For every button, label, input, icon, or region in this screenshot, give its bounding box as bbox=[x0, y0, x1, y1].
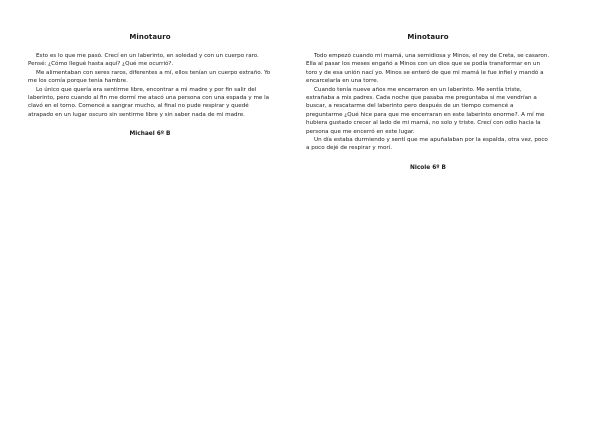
story-title: Minotauro bbox=[129, 33, 171, 41]
story-paragraph: Lo único que quería era sentirme libre, encontrar a mi madre y por fin salir del laberinto, pero cuando al fin me dormí me atacó una persona con una espada y me la clavó en el torno. Comencé a sangrar mucho, al final no pude respirar y quedé atrapado en un lugar oscuro sin sentirme libre y sin saber nada de mi madre. bbox=[28, 86, 270, 118]
story-paragraph: Esto es lo que me pasó. Crecí en un laberinto, en soledad y con un cuerpo raro. Pensé: ¿Cómo llegué hasta aquí? ¿Qué me ocurrió?. bbox=[28, 53, 259, 68]
story-paragraph: Cuando tenía nueve años me encerraron en un laberinto. Me sentía triste, extrañaba a mis padres. Cada noche que pasaba me preguntaba si me vendrían a buscar, a rescatarme del laberinto pero después de un tiempo comencé a preguntarme ¿Qué hice para que me encerraran en este laberinto enorme?. A mí me hubiera gustado crecer al lado de mi mamá, no solo y triste. Crecí con odio hacia la persona que me encerró en este lugar. bbox=[306, 86, 545, 135]
story-body bbox=[28, 52, 272, 119]
story-left bbox=[28, 33, 272, 138]
story-paragraph: Un día estaba durmiendo y sentí que me apuñalaban por la espalda, otra vez, poco a poco dejé de respirar y morí. bbox=[306, 137, 548, 152]
story-title: Minotauro bbox=[407, 33, 449, 41]
story-author: Michael 6º B bbox=[129, 131, 171, 138]
story-right bbox=[306, 33, 550, 172]
story-body bbox=[306, 52, 550, 153]
story-paragraph: Todo empezó cuando mi mamá, una semidiosa y Minos, el rey de Creta, se casaron. Ella al pasar los meses engañó a Minos con un dios que se podía transformar en un toro y de esa unión nací yo. Minos se enteró de que mi mamá le fue infiel y mandó a encarcelarla en una torre. bbox=[306, 53, 550, 85]
story-author: Nicole 6º B bbox=[410, 164, 446, 171]
story-paragraph: Me alimentaban con seres raros, diferentes a mí, ellos tenían un cuerpo extraño. Yo me los comía porque tenía hambre. bbox=[28, 69, 271, 85]
